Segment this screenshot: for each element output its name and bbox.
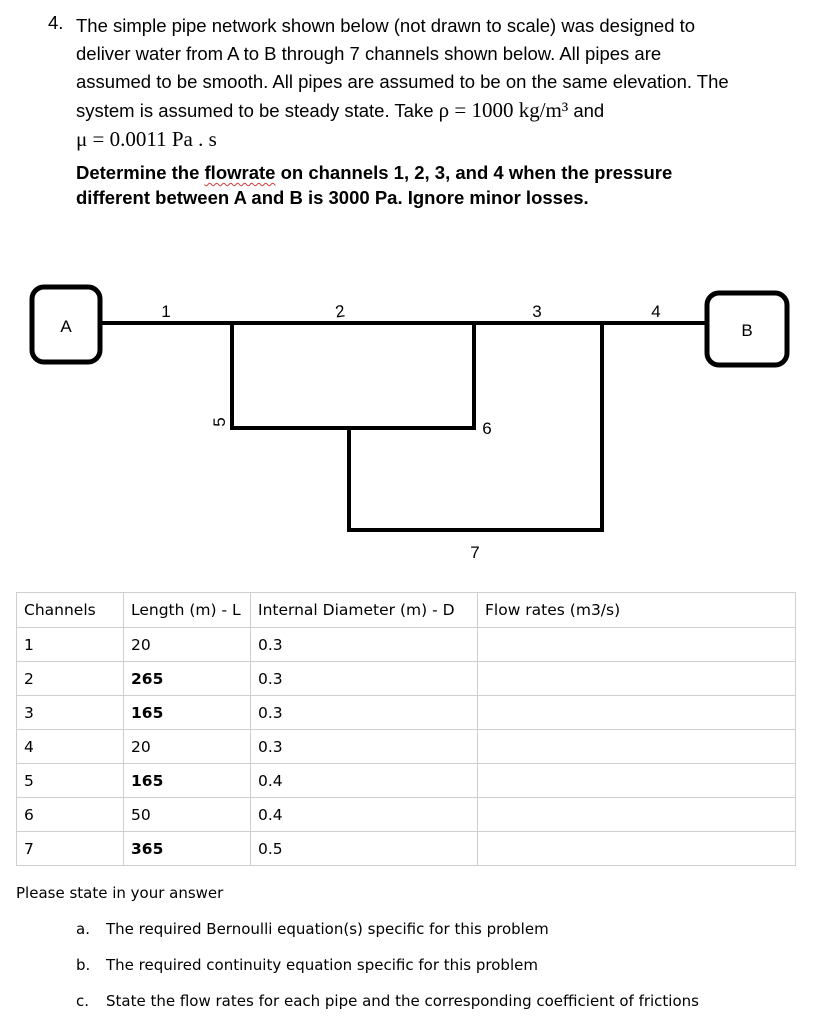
cell-diameter: 0.4 [251,764,478,798]
cell-channel: 6 [17,798,124,832]
question-line-1: The simple pipe network shown below (not drawn to scale) was designed to [76,15,696,36]
table-row [17,798,796,832]
channel-3-label: 3 [532,302,542,321]
table-row [17,730,796,764]
header-channels: Channels [17,593,124,628]
cell-length: 50 [124,798,251,832]
spellcheck-flagged-word[interactable]: flowrate [204,162,276,183]
pipe-5 [232,323,349,428]
task-line-1 [76,160,776,185]
cell-flow-rate [478,696,796,730]
header-flow-rates: Flow rates (m3/s) [478,593,796,628]
answer-item-text: State the flow rates for each pipe and the corresponding coefficient of frictions [106,992,699,1010]
channel-1-label: 1 [161,302,171,321]
cell-flow-rate [478,662,796,696]
question-text [76,12,806,153]
channel-5-label: 5 [210,417,229,427]
table-row [17,764,796,798]
density-formula: ρ = 1000 kg/m³ [438,98,569,122]
table-row [17,662,796,696]
question-number: 4. [48,12,64,33]
answer-item-marker: b. [76,956,91,974]
question-line-2: deliver water from A to B through 7 channels shown below. All pipes are [76,43,662,64]
pipe-6 [349,323,474,428]
channel-7-label: 7 [470,543,480,562]
task-after: on channels 1, 2, 3, and 4 when the pressure [275,162,673,183]
cell-length: 365 [124,832,251,866]
answer-list [76,920,699,1028]
cell-flow-rate [478,628,796,662]
table-row [17,832,796,866]
cell-channel: 2 [17,662,124,696]
cell-length: 165 [124,764,251,798]
node-a-label: A [60,317,72,336]
pipe-data-table [16,592,796,866]
channel-2-label: 2 [334,301,347,322]
cell-diameter: 0.4 [251,798,478,832]
table-body [17,628,796,866]
answer-item-marker: a. [76,920,90,938]
viscosity-formula: μ = 0.0011 Pa . s [76,127,217,151]
channel-4-label: 4 [651,302,661,321]
question-line-3: assumed to be smooth. All pipes are assumed to be on the same elevation. The [76,71,729,92]
table-row [17,696,796,730]
cell-length: 265 [124,662,251,696]
answer-prompt: Please state in your answer [16,884,224,902]
answer-item [76,992,699,1028]
cell-channel: 7 [17,832,124,866]
question-line-4-text: system is assumed to be steady state. Take [76,100,434,121]
header-length: Length (m) - L [124,593,251,628]
cell-length: 20 [124,628,251,662]
cell-diameter: 0.5 [251,832,478,866]
cell-channel: 1 [17,628,124,662]
task-before: Determine the [76,162,205,183]
header-diameter: Internal Diameter (m) - D [251,593,478,628]
cell-channel: 5 [17,764,124,798]
cell-flow-rate [478,798,796,832]
pipe-network-diagram [0,270,837,570]
task-line-2: different between A and B is 3000 Pa. Ignore minor losses. [76,187,589,208]
table-header-row [17,593,796,628]
question-line-4 [76,96,806,125]
answer-item-text: The required Bernoulli equation(s) specific for this problem [106,920,549,938]
answer-item [76,956,699,992]
cell-length: 20 [124,730,251,764]
cell-diameter: 0.3 [251,696,478,730]
cell-diameter: 0.3 [251,628,478,662]
channel-6-label: 6 [482,419,492,438]
cell-flow-rate [478,832,796,866]
node-b-label: B [741,321,753,340]
cell-flow-rate [478,764,796,798]
cell-length: 165 [124,696,251,730]
cell-channel: 3 [17,696,124,730]
cell-diameter: 0.3 [251,662,478,696]
task-statement [76,160,776,210]
answer-item [76,920,699,956]
cell-channel: 4 [17,730,124,764]
and-word: and [573,100,605,121]
answer-item-text: The required continuity equation specific for this problem [106,956,538,974]
table-row [17,628,796,662]
cell-diameter: 0.3 [251,730,478,764]
cell-flow-rate [478,730,796,764]
answer-item-marker: c. [76,992,90,1010]
